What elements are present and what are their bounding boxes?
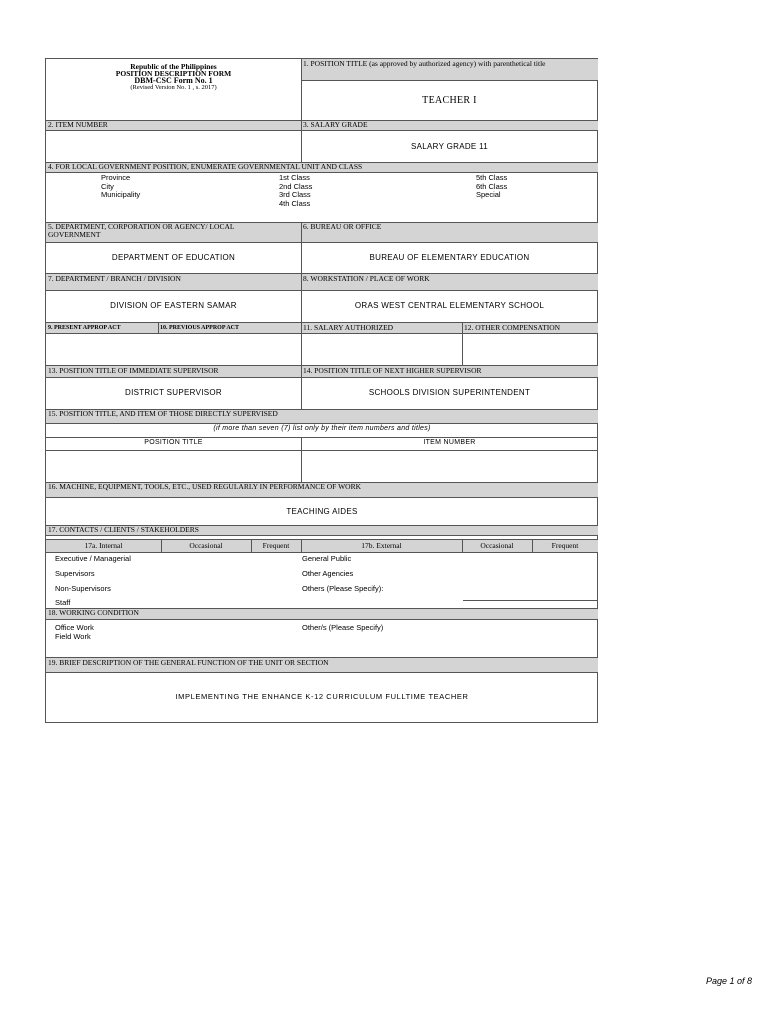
- lgu-unit-city: City: [101, 181, 114, 191]
- salary-grade-label: 3. SALARY GRADE: [303, 120, 368, 129]
- rule: [46, 409, 598, 410]
- rule: [301, 539, 302, 552]
- internal-occasional-header: Occasional: [189, 541, 223, 550]
- rule: [301, 120, 302, 162]
- rule: [46, 539, 598, 540]
- next-higher-supervisor-label: 14. POSITION TITLE OF NEXT HIGHER SUPERVISOR: [303, 366, 482, 375]
- rule: [301, 365, 302, 409]
- other-compensation-label: 12. OTHER COMPENSATION: [464, 323, 561, 332]
- department-label: 5. DEPARTMENT, CORPORATION OR AGENCY/ LOCAL GOVERNMENT: [48, 222, 235, 239]
- next-higher-supervisor-value[interactable]: SCHOOLS DIVISION SUPERINTENDENT: [368, 388, 531, 397]
- revision-text: (Revised Version No. 1 , s. 2017): [130, 84, 217, 91]
- lgu-class-6th: 6th Class: [476, 181, 508, 191]
- general-function-value[interactable]: IMPLEMENTING THE ENHANCE K-12 CURRICULUM FULLTIME TEACHER: [175, 692, 469, 701]
- internal-frequent-header: Frequent: [262, 541, 290, 550]
- workstation-value[interactable]: ORAS WEST CENTRAL ELEMENTARY SCHOOL: [354, 301, 545, 310]
- rule: [46, 657, 598, 658]
- rule: [46, 608, 598, 609]
- rule: [158, 322, 159, 333]
- division-label: 7. DEPARTMENT / BRANCH / DIVISION: [48, 274, 181, 283]
- lgu-class-1st: 1st Class: [279, 173, 310, 182]
- contact-general-public: General Public: [302, 554, 352, 563]
- rule: [46, 482, 598, 483]
- rule: [46, 450, 598, 451]
- contacts-label: 17. CONTACTS / CLIENTS / STAKEHOLDERS: [48, 525, 199, 534]
- salary-authorized-label: 11. SALARY AUTHORIZED: [303, 323, 394, 332]
- rule: [46, 333, 598, 334]
- item-number-label: 2. ITEM NUMBER: [48, 120, 108, 129]
- external-header: 17b. External: [361, 541, 402, 550]
- rule: [46, 672, 598, 673]
- present-approp-label: 9. PRESENT APPROP ACT: [48, 325, 121, 331]
- internal-header: 17a. Internal: [84, 541, 123, 550]
- immediate-supervisor-label: 13. POSITION TITLE OF IMMEDIATE SUPERVISOR: [48, 366, 219, 375]
- lgu-label: 4. FOR LOCAL GOVERNMENT POSITION, ENUMERATE GOVERNMENTAL UNIT AND CLASS: [48, 162, 363, 171]
- contact-other-agencies: Other Agencies: [302, 569, 354, 578]
- supervised-note: (if more than seven (7) list only by their item numbers and titles): [213, 425, 431, 432]
- rule: [301, 59, 302, 120]
- position-title-value[interactable]: TEACHER I: [422, 95, 477, 106]
- rule: [46, 365, 598, 366]
- department-value[interactable]: DEPARTMENT OF EDUCATION: [111, 253, 236, 262]
- lgu-class-special: Special: [476, 190, 501, 199]
- salary-grade-value[interactable]: SALARY GRADE 11: [411, 142, 488, 151]
- form-number: DBM-CSC Form No. 1: [134, 76, 213, 85]
- rule: [46, 242, 598, 243]
- lgu-class-4th: 4th Class: [279, 198, 311, 208]
- bureau-value[interactable]: BUREAU OF ELEMENTARY EDUCATION: [369, 253, 530, 262]
- rule: [301, 80, 598, 81]
- rule: [46, 377, 598, 378]
- supervised-item-number-header: ITEM NUMBER: [423, 439, 476, 446]
- equipment-value[interactable]: TEACHING AIDES: [286, 507, 358, 516]
- immediate-supervisor-value[interactable]: DISTRICT SUPERVISOR: [125, 388, 222, 397]
- previous-approp-label: 10. PREVIOUS APPROP ACT: [160, 325, 240, 331]
- lgu-unit-municipality: Municipality: [101, 190, 141, 199]
- equipment-label: 16. MACHINE, EQUIPMENT, TOOLS, ETC., USED REGULARLY IN PERFORMANCE OF WORK: [48, 482, 362, 491]
- rule: [46, 322, 598, 323]
- rule: [301, 437, 302, 482]
- division-value[interactable]: DIVISION OF EASTERN SAMAR: [110, 301, 237, 310]
- others-specify-line[interactable]: [463, 600, 598, 601]
- rule: [46, 552, 598, 553]
- contact-non-supervisors: Non-Supervisors: [55, 584, 111, 593]
- contact-supervisors: Supervisors: [55, 569, 95, 578]
- rule: [46, 437, 598, 438]
- rule: [46, 130, 598, 131]
- rule: [46, 525, 598, 526]
- condition-others: Other/s (Please Specify): [302, 623, 384, 632]
- rule: [462, 539, 463, 552]
- form-header: [46, 63, 301, 91]
- directly-supervised-label: 15. POSITION TITLE, AND ITEM OF THOSE DIRECTLY SUPERVISED: [48, 409, 278, 418]
- rule: [46, 423, 598, 424]
- contact-others-specify: Others (Please Specify):: [302, 584, 384, 593]
- rule: [46, 290, 598, 291]
- lgu-class-3rd: 3rd Class: [279, 190, 311, 199]
- contact-staff: Staff: [55, 598, 71, 607]
- rule: [46, 162, 598, 163]
- rule: [46, 222, 598, 223]
- rule: [46, 273, 598, 274]
- general-function-label: 19. BRIEF DESCRIPTION OF THE GENERAL FUNCTION OF THE UNIT OR SECTION: [48, 658, 329, 667]
- position-title-label: 1. POSITION TITLE (as approved by authorized agency) with parenthetical title: [303, 59, 546, 68]
- lgu-unit-province: Province: [101, 173, 131, 182]
- page-number: Page 1 of 8: [705, 976, 752, 986]
- rule: [161, 539, 162, 552]
- workstation-label: 8. WORKSTATION / PLACE OF WORK: [303, 274, 430, 283]
- rule: [46, 120, 598, 121]
- rule: [301, 222, 302, 365]
- bureau-label: 6. BUREAU OR OFFICE: [303, 222, 382, 231]
- condition-office-work: Office Work: [55, 623, 94, 632]
- position-description-form: [45, 58, 598, 723]
- rule: [251, 539, 252, 552]
- rule: [532, 539, 533, 552]
- lgu-class-2nd: 2nd Class: [279, 181, 313, 191]
- external-occasional-header: Occasional: [480, 541, 514, 550]
- working-condition-label: 18. WORKING CONDITION: [48, 608, 139, 617]
- external-frequent-header: Frequent: [551, 541, 579, 550]
- republic-text: Republic of the Philippines: [130, 62, 217, 71]
- contact-executive: Executive / Managerial: [55, 554, 131, 563]
- lgu-class-5th: 5th Class: [476, 173, 508, 182]
- form-title: POSITION DESCRIPTION FORM: [115, 69, 232, 78]
- rule: [46, 535, 598, 536]
- rule: [46, 619, 598, 620]
- rule: [46, 497, 598, 498]
- rule: [46, 172, 598, 173]
- condition-field-work: Field Work: [55, 632, 91, 641]
- rule: [462, 322, 463, 365]
- supervised-position-title-header: POSITION TITLE: [144, 439, 203, 446]
